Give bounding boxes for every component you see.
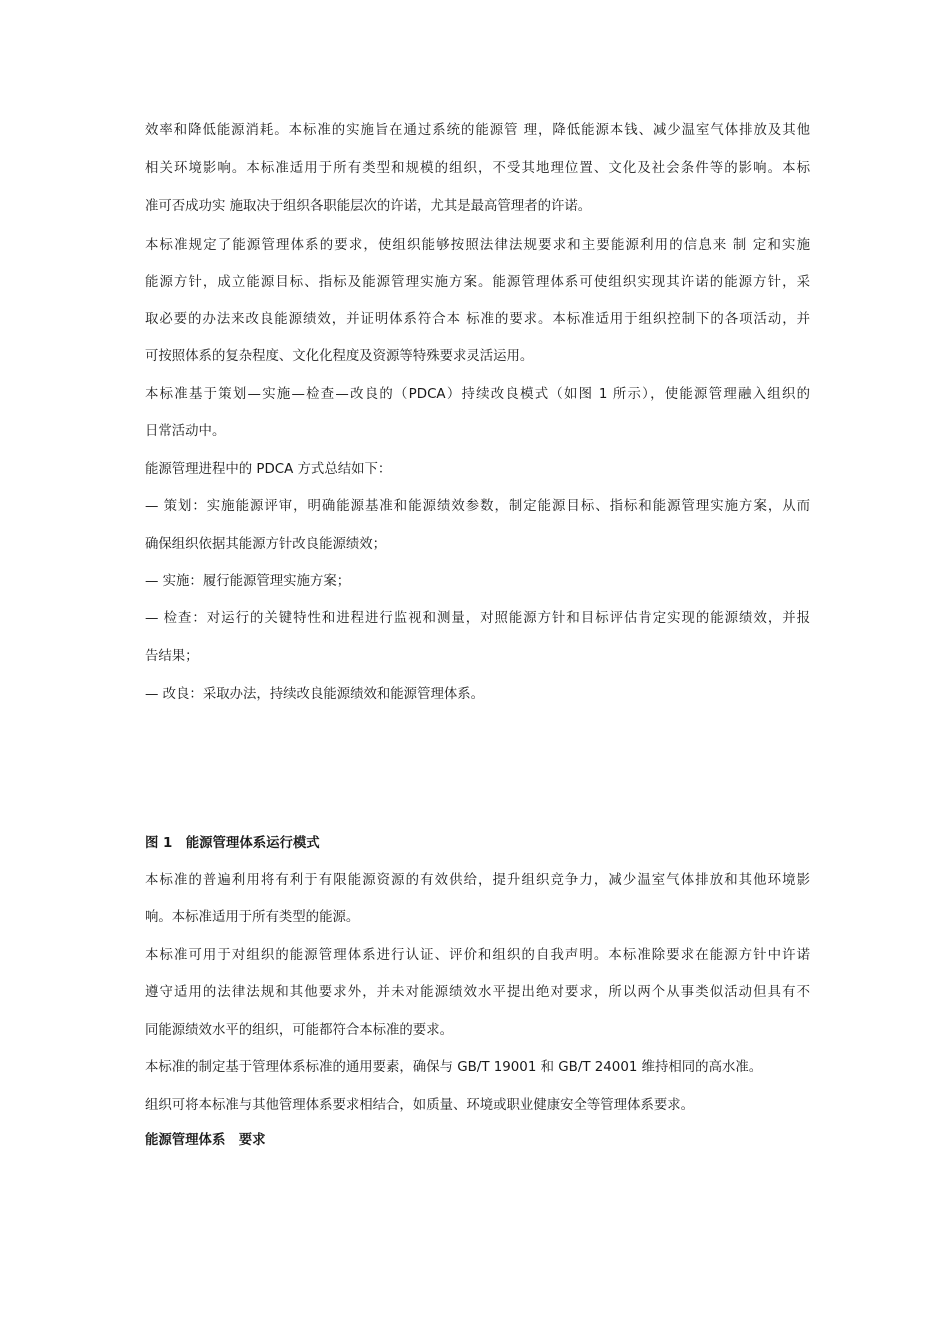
text-line: 同能源绩效水平的组织，可能都符合本标准的要求。 [145, 1023, 453, 1038]
text-line: 确保组织依据其能源方针改良能源绩效； [145, 537, 387, 552]
text-line: 相关环境影响。本标准适用于所有类型和规模的组织，不受其地理位置、文化及社会条件等的影响。本标 [145, 161, 810, 176]
text-line: 效率和降低能源消耗。本标准的实施旨在通过系统的能源管 理，降低能源本钱、减少温室气体排放及其他 [145, 123, 810, 138]
text-line: 本标准规定了能源管理体系的要求，使组织能够按照法律法规要求和主要能源利用的信息来 制 定和实施 [145, 238, 810, 253]
text-line: 本标准基于策划—实施—检查—改良的（PDCA）持续改良模式（如图 1 所示），使能源管理融入组织的 [145, 387, 810, 402]
text-line: 能源管理进程中的 PDCA 方式总结如下： [145, 462, 392, 477]
text-line: — 策划：实施能源评审，明确能源基准和能源绩效参数，制定能源目标、指标和能源管理实施方案，从而 [145, 499, 810, 514]
text-line: 取必要的办法来改良能源绩效，并证明体系符合本 标准的要求。本标准适用于组织控制下的各项活动，并 [145, 312, 810, 327]
text-line: 本标准的制定基于管理体系标准的通用要素，确保与 GB/T 19001 和 GB/T 24001 维持相同的高水准。 [145, 1060, 763, 1075]
text-line: 日常活动中。 [145, 424, 226, 439]
text-line: 可按照体系的复杂程度、文化化程度及资源等特殊要求灵活运用。 [145, 349, 534, 364]
figure-caption: 图 1 能源管理体系运行模式 [145, 836, 320, 851]
text-line: — 实施：履行能源管理实施方案； [145, 574, 351, 589]
text-line: 组织可将本标准与其他管理体系要求相结合，如质量、环境或职业健康安全等管理体系要求。 [145, 1098, 695, 1113]
text-line: 准可否成功实 施取决于组织各职能层次的许诺，尤其是最高管理者的许诺。 [145, 199, 592, 214]
text-line: 遵守适用的法律法规和其他要求外，并未对能源绩效水平提出绝对要求，所以两个从事类似活动但具有不 [145, 985, 810, 1000]
section-heading: 能源管理体系 要求 [145, 1133, 266, 1148]
text-line: — 检查：对运行的关键特性和进程进行监视和测量，对照能源方针和目标评估肯定实现的能源绩效，并报 [145, 611, 810, 626]
text-line: 告结果； [145, 649, 199, 664]
text-line: 本标准的普遍利用将有利于有限能源资源的有效供给，提升组织竞争力，减少温室气体排放和其他环境影 [145, 873, 810, 888]
text-line: 本标准可用于对组织的能源管理体系进行认证、评价和组织的自我声明。本标准除要求在能源方针中许诺 [145, 948, 810, 963]
text-line: — 改良：采取办法，持续改良能源绩效和能源管理体系。 [145, 687, 485, 702]
text-line: 能源方针，成立能源目标、指标及能源管理实施方案。能源管理体系可使组织实现其许诺的能源方针，采 [145, 275, 810, 290]
text-line: 响。本标准适用于所有类型的能源。 [145, 910, 360, 925]
